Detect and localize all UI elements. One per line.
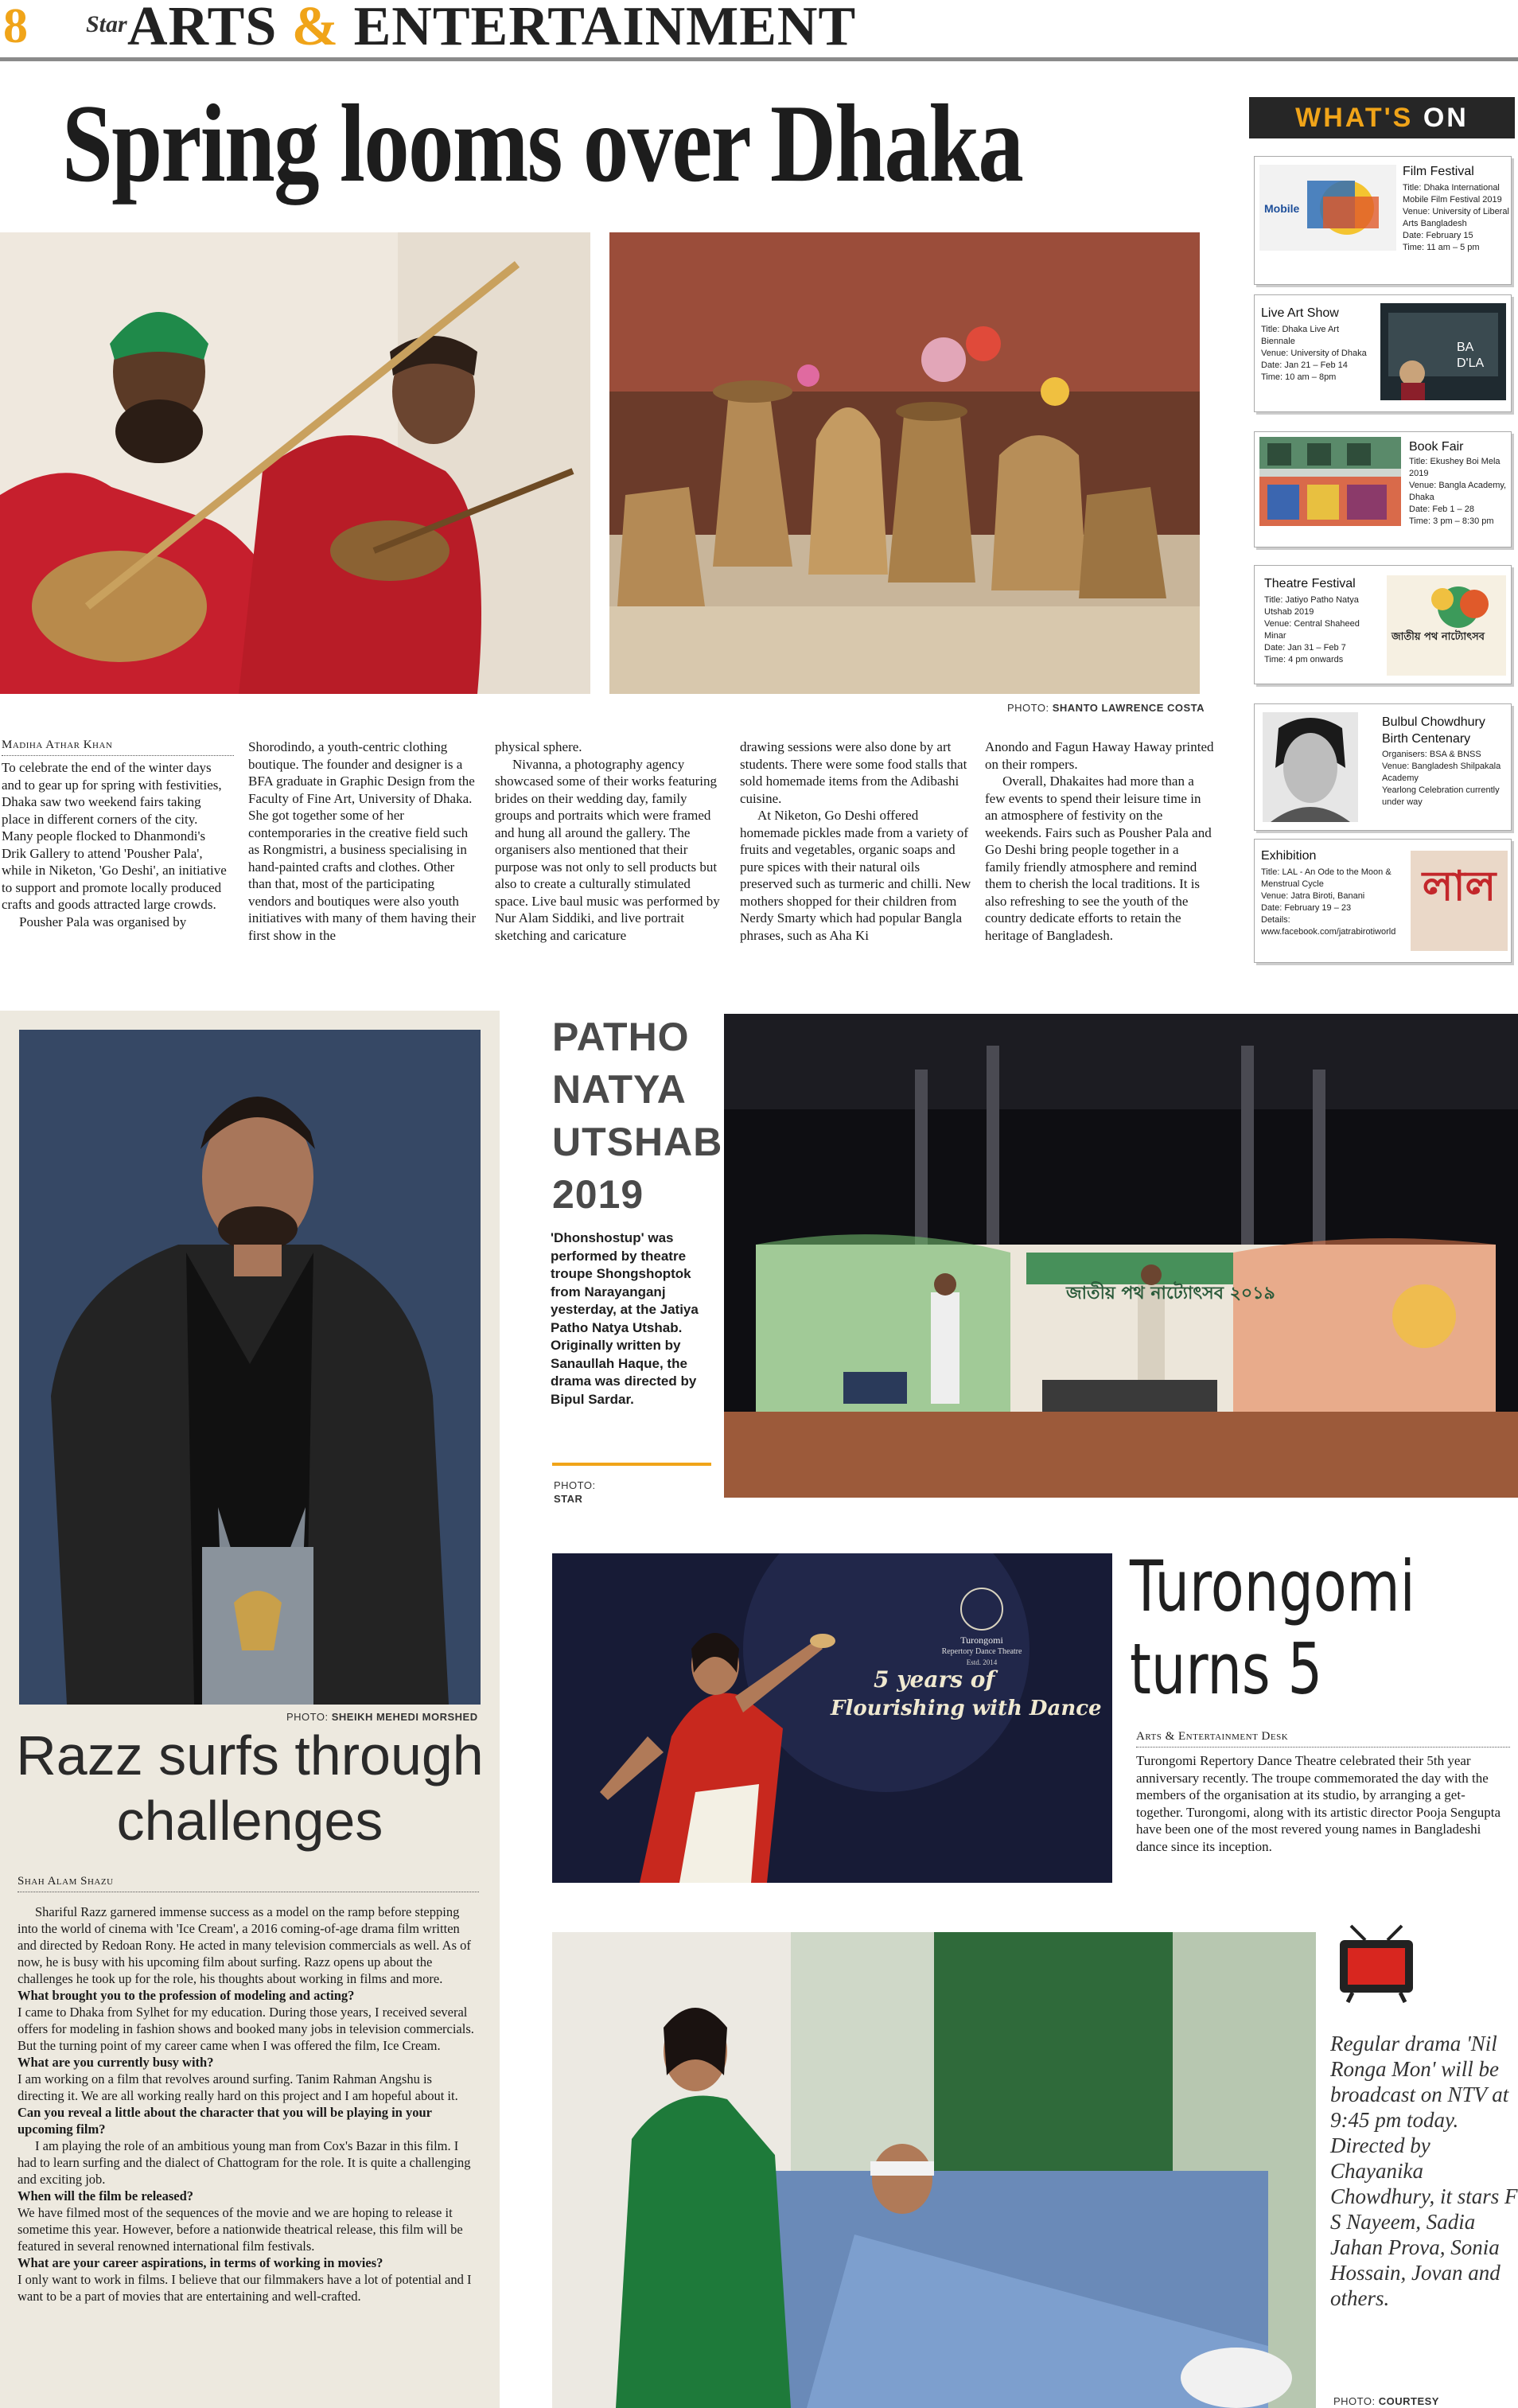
whats-on-title-part1: WHAT'S	[1295, 103, 1414, 133]
section-title-part1: ARTS	[127, 0, 292, 57]
lead-column-4	[740, 738, 972, 944]
patho-title-line: NATYA	[552, 1067, 687, 1112]
handicrafts-photo	[609, 232, 1200, 694]
detail-line: Date: February 19 – 23	[1261, 903, 1352, 913]
patho-photo-credit-label: PHOTO:	[554, 1479, 596, 1491]
lead-byline: Madiha Athar Khan	[2, 738, 234, 752]
detail-line: Time: 11 am – 5 pm	[1403, 243, 1480, 252]
turongomi-headline	[1130, 1545, 1415, 1711]
razz-interview-body	[18, 1903, 479, 2305]
turongomi-headline-line1: Turongomi	[1130, 1545, 1415, 1627]
razz-headline	[0, 1723, 500, 1853]
patho-photo-credit-name: STAR	[554, 1493, 583, 1505]
theatre-poster-text: জাতীয় পথ নাট্যোৎসব	[1392, 631, 1485, 643]
section-title-part2: ENTERTAINMENT	[339, 0, 857, 57]
lead-photo-credit-name: SHANTO LAWRENCE COSTA	[1052, 702, 1205, 714]
detail-line: Date: February 15	[1403, 231, 1473, 240]
detail-line: Time: 10 am – 8pm	[1261, 372, 1337, 382]
patho-natya-stage-photo	[724, 1014, 1518, 1498]
detail-line: Title: LAL - An Ode to the Moon &	[1261, 867, 1392, 877]
razz-headline-line1: Razz surfs through	[16, 1724, 484, 1787]
razz-answer: We have filmed most of the sequences of the movie and we are hoping to release it sometime this year. However, before a nationwide theatrical release, this film will be featured in several renowned international film festivals.	[18, 2205, 463, 2254]
lead-col3-p1: physical sphere.	[495, 739, 582, 754]
lead-col2-p1: Shorodindo, a youth-centric clothing boutique. The founder and designer is a BFA graduate in Graphic Design from the Faculty of Fine Art, University of Dhaka. She got together some of her contemporaries in the creative field such as Rongmistri, a business specialising in hand-painted crafts and clothes. Other than that, most of the participating vendors and boutiques were also youth initiatives with many of them having their first show in the	[248, 739, 477, 943]
razz-question: What are your career aspirations, in terms of working in movies?	[18, 2255, 383, 2270]
event-details-bulbul-chowdhury	[1382, 749, 1509, 809]
lead-col5-p2: Overall, Dhakaites had more than a few events to spend their leisure time in an atmosphere of festivity on the weekends. Fairs such as Pousher Pala and Go Deshi bring people together in a family friendly atmosphere and remind them to cherish the local traditions. It is also refreshing to see the youth of the country dedicate efforts to retain the heritage of Bangladesh.	[985, 773, 1212, 943]
patho-title-line: PATHO	[552, 1015, 690, 1059]
razz-question: What brought you to the profession of modeling and acting?	[18, 1988, 355, 2003]
tv-icon	[1337, 1924, 1416, 2004]
patho-natya-rule	[552, 1463, 711, 1466]
live-art-show-poster	[1380, 303, 1506, 400]
whats-on-title	[1249, 97, 1515, 138]
lead-col1-p2: Pousher Pala was organised by	[19, 914, 187, 929]
event-card-bulbul-chowdhury	[1254, 703, 1512, 831]
detail-line: www.facebook.com/jatrabirotiworld	[1261, 927, 1396, 937]
detail-line: Title: Ekushey Boi Mela 2019	[1409, 457, 1500, 478]
detail-line: Title: Dhaka Live Art	[1261, 325, 1340, 334]
detail-line: Dhaka	[1409, 493, 1434, 502]
lead-column-5	[985, 738, 1216, 944]
razz-photo-credit-name: SHEIKH MEHEDI MORSHED	[331, 1711, 478, 1723]
nil-ronga-mon-photo	[552, 1932, 1316, 2408]
detail-line: Venue: Bangladesh Shilpakala	[1382, 762, 1501, 771]
patho-title-line: 2019	[552, 1172, 644, 1217]
detail-line: Biennale	[1261, 337, 1295, 346]
lead-photo-credit	[1007, 702, 1205, 714]
detail-line: Date: Feb 1 – 28	[1409, 505, 1474, 514]
live-art-poster-text-2: D'LA	[1457, 357, 1485, 370]
detail-line: Venue: Central Shaheed Minar	[1264, 619, 1360, 641]
lead-photo-credit-label: PHOTO:	[1007, 702, 1049, 714]
whats-on-title-part2: ON	[1413, 103, 1469, 133]
live-art-poster-text: BA	[1457, 341, 1474, 354]
header-rule	[0, 57, 1518, 61]
turongomi-poster-estd: Estd. 2014	[966, 1658, 998, 1666]
turongomi-poster-line2: Flourishing with Dance	[831, 1697, 1102, 1720]
detail-line: Date: Jan 21 – Feb 14	[1261, 360, 1348, 370]
event-card-book-fair	[1254, 431, 1512, 547]
lead-column-3	[495, 738, 727, 944]
event-title-book-fair: Book Fair	[1409, 440, 1464, 454]
event-title-film-festival: Film Festival	[1403, 165, 1474, 178]
nil-ronga-mon-text: Regular drama 'Nil Ronga Mon' will be broadcast on NTV at 9:45 pm today. Directed by Chayanika Chowdhury, it stars F S Nayeem, Sadia Jahan Prova, Sonia Hossain, Jovan and others.	[1330, 2032, 1518, 2310]
detail-line: Yearlong Celebration currently	[1382, 785, 1500, 795]
turongomi-body-p: Turongomi Repertory Dance Theatre celebrated their 5th year anniversary recently. The troupe commemorated the day with the members of the organisation at its studio, by arranging a get-together. Turongomi, along with its artistic director Pooja Sengupta have been one of the most revered young names in Bangladeshi dance since its inception.	[1136, 1753, 1501, 1854]
razz-portrait-photo	[19, 1030, 481, 1705]
razz-answer: I am working on a film that revolves around surfing. Tanim Rahman Angshu is directing it. We are all working really hard on this project and I am hopeful about it.	[18, 2071, 458, 2103]
detail-line: Details:	[1261, 915, 1290, 925]
turongomi-body	[1136, 1752, 1510, 1855]
event-details-live-art-show	[1261, 324, 1380, 384]
detail-line: Menstrual Cycle	[1261, 879, 1324, 889]
turongomi-poster-line1: 5 years of	[874, 1666, 995, 1693]
page-number: 8	[3, 0, 28, 53]
patho-natya-caption: 'Dhonshostup' was performed by theatre troupe Shongshoptok from Narayanganj yesterday, at the Jatiya Patho Natya Utshab. Originally written by Sanaullah Haque, the drama was directed by Bipul Sardar.	[551, 1230, 699, 1407]
turongomi-dancer-poster	[552, 1553, 1112, 1883]
detail-line: Academy	[1382, 773, 1419, 783]
razz-question: What are you currently busy with?	[18, 2055, 214, 2070]
detail-line: Title: Jatiyo Patho Natya	[1264, 595, 1359, 605]
razz-intro: Shariful Razz garnered immense success as a model on the ramp before stepping into the world of cinema with 'Ice Cream', a 2016 coming-of-age drama film written and directed by Redoan Rony. He acted in many television commercials as well. As of now, he is busy with his upcoming film about surfing. Razz opens up about the challenges he took up for the role, his thoughts about working in films and more.	[18, 1904, 471, 1986]
event-title-theatre-festival: Theatre Festival	[1264, 577, 1356, 590]
detail-line: Venue: Jatra Biroti, Banani	[1261, 891, 1365, 901]
patho-natya-title	[552, 1011, 722, 1221]
detail-line: Time: 4 pm onwards	[1264, 655, 1344, 664]
theatre-festival-poster	[1387, 575, 1506, 676]
bulbul-chowdhury-portrait	[1263, 712, 1358, 822]
nil-ronga-photo-credit	[1333, 2395, 1439, 2407]
nil-ronga-photo-credit-label: PHOTO:	[1333, 2395, 1376, 2407]
event-details-theatre-festival	[1264, 594, 1384, 666]
baul-musicians-photo	[0, 232, 590, 694]
lead-col4-p2: At Niketon, Go Deshi offered homemade pickles made from a variety of fruits and vegetables, organic soaps and pure spices with their natural oils preserved such as turmeric and chilli. New mothers shopped for their children from Nerdy Smarty which had popular Bangla phrases, such as Aha Ki	[740, 808, 971, 943]
detail-line: Venue: Bangla Academy,	[1409, 481, 1507, 490]
nil-ronga-photo-credit-name: COURTESY	[1378, 2395, 1439, 2407]
exhibition-poster-text: লাল	[1422, 863, 1497, 910]
detail-line: under way	[1382, 797, 1423, 807]
razz-answer: I came to Dhaka from Sylhet for my education. During those years, I received several offers for modeling in fashion shows and booked many jobs in television commercials. But the turning point of my career came when I was offered the film, Ice Cream.	[18, 2005, 474, 2053]
detail-line: Venue: University of Dhaka	[1261, 349, 1367, 358]
razz-question: Can you reveal a little about the character that you will be playing in your upcoming film?	[18, 2105, 432, 2137]
lead-col4-p1: drawing sessions were also done by art students. There were some food stalls that sold homemade items from the Adibashi cuisine.	[740, 739, 967, 806]
event-card-film-festival	[1254, 156, 1512, 285]
film-festival-poster	[1259, 165, 1396, 251]
event-card-theatre-festival	[1254, 565, 1512, 684]
detail-line: Venue: University of Liberal	[1403, 207, 1509, 216]
event-details-book-fair	[1409, 456, 1511, 528]
razz-photo-credit-label: PHOTO:	[286, 1711, 329, 1723]
event-details-film-festival	[1403, 182, 1509, 254]
turongomi-byline: Arts & Entertainment Desk	[1136, 1730, 1510, 1744]
turongomi-poster-sub: Repertory Dance Theatre	[941, 1647, 1022, 1656]
razz-photo-credit	[286, 1711, 478, 1723]
lead-col1-p1: To celebrate the end of the winter days and to gear up for spring with festivities, Dhaka saw two weekend fairs taking place in different corners of the city. Many people flocked to Dhanmondi's Drik Gallery to attend 'Pousher Pala', while in Niketon, 'Go Deshi', an initiative to support and promote locally produced crafts and goods attracted large crowds.	[2, 760, 227, 912]
event-title-live-art-show: Live Art Show	[1261, 306, 1339, 320]
event-card-live-art-show	[1254, 294, 1512, 412]
event-card-exhibition	[1254, 839, 1512, 963]
detail-line: Time: 3 pm – 8:30 pm	[1409, 516, 1494, 526]
patho-photo-credit	[554, 1479, 596, 1506]
lead-column-1	[2, 759, 232, 930]
detail-line: Title: Dhaka International	[1403, 183, 1500, 193]
section-title	[127, 0, 856, 59]
lead-headline: Spring looms over Dhaka	[62, 82, 1023, 205]
lead-col5-p1: Anondo and Fagun Haway Haway printed on their rompers.	[985, 739, 1214, 772]
detail-line: Arts Bangladesh	[1403, 219, 1467, 228]
detail-line: Organisers: BSA & BNSS	[1382, 750, 1481, 759]
exhibition-poster	[1411, 851, 1508, 951]
razz-question: When will the film be released?	[18, 2188, 194, 2203]
film-festival-poster-text: Mobile	[1264, 202, 1300, 215]
lead-column-2	[248, 738, 481, 944]
turongomi-poster-org: Turongomi	[960, 1635, 1003, 1646]
turongomi-headline-line2: turns 5	[1130, 1628, 1323, 1710]
detail-line: Mobile Film Festival 2019	[1403, 195, 1502, 205]
detail-line: Utshab 2019	[1264, 607, 1314, 617]
patho-title-line: UTSHAB	[552, 1120, 723, 1164]
masthead-logo: Star	[86, 11, 127, 37]
event-title-exhibition: Exhibition	[1261, 849, 1317, 863]
patho-banner-text: জাতীয় পথ নাট্যোৎসব ২০১৯	[1066, 1284, 1275, 1303]
event-title-bulbul-chowdhury: Bulbul Chowdhury Birth Centenary	[1382, 715, 1485, 746]
razz-headline-line2: challenges	[116, 1790, 383, 1852]
razz-answer: I am playing the role of an ambitious young man from Cox's Bazar in this film. I had to learn surfing and the dialect of Chattogram for the role. It is quite a challenging and exciting job.	[18, 2138, 471, 2187]
book-fair-photo	[1259, 437, 1401, 526]
detail-line: Date: Jan 31 – Feb 7	[1264, 643, 1346, 653]
lead-col3-p2: Nivanna, a photography agency showcased some of their works featuring brides on their wedding day, family groups and portraits which were framed and hung all around the gallery. The organisers also mentioned that their purpose was not only to sell products but also to create a culturally stimulated space. Live baul music was performed by Nur Alam Siddiki, and live portrait sketching and caricature	[495, 756, 720, 943]
section-title-amp: &	[291, 0, 340, 57]
razz-byline: Shah Alam Shazu	[18, 1875, 479, 1888]
razz-answer: I only want to work in films. I believe that our filmmakers have a lot of potential and I want to be a part of movies that are entertaining and well-crafted.	[18, 2272, 472, 2304]
event-details-exhibition	[1261, 867, 1404, 938]
